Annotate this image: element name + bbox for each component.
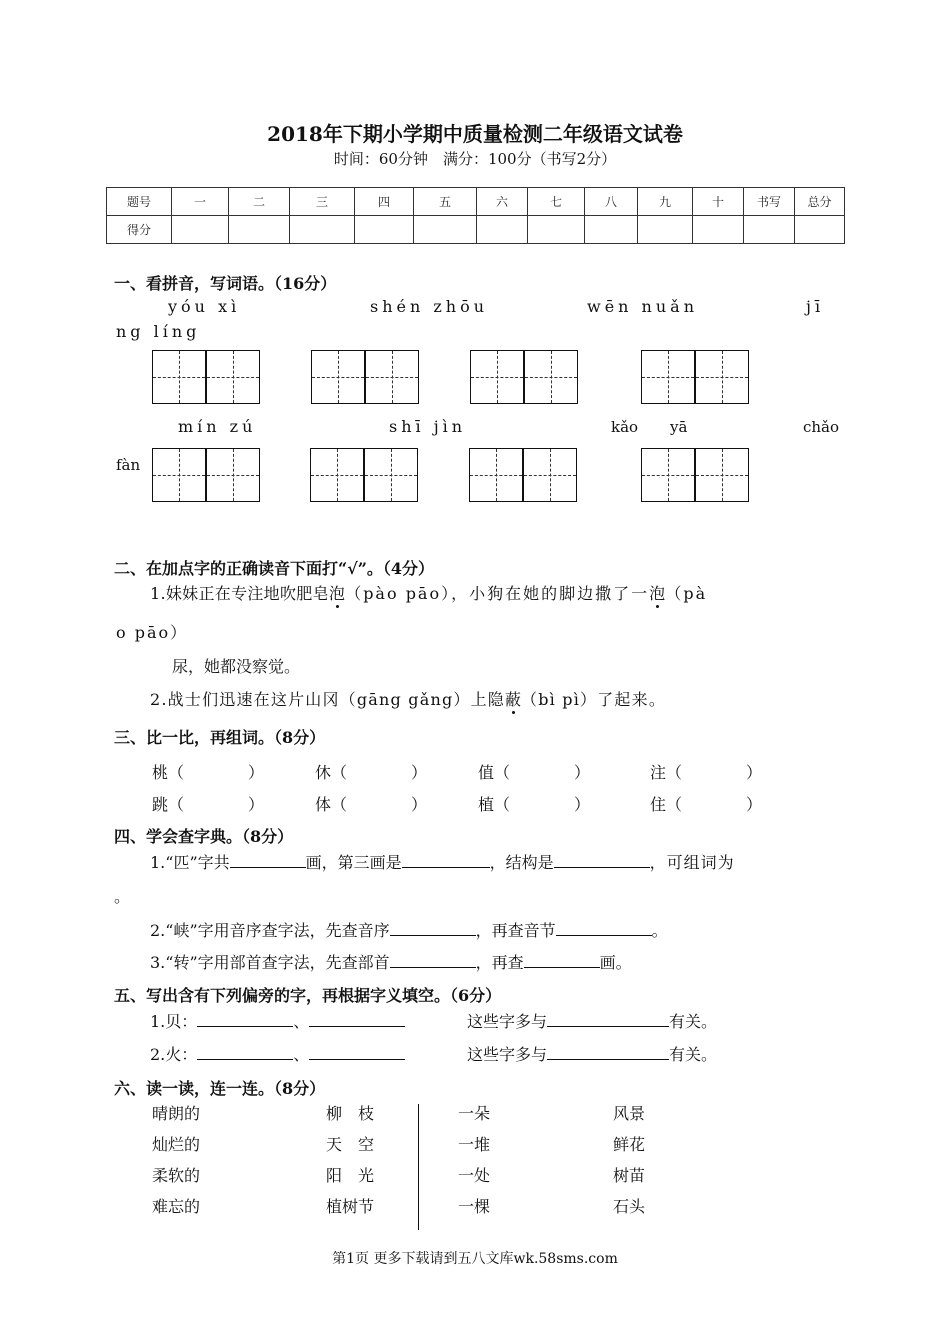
exam-info: 时间：60分钟 满分：100分（书写2分） xyxy=(333,150,617,168)
table-cell: 一 xyxy=(172,188,229,216)
writing-box[interactable] xyxy=(695,350,749,404)
text: 、 xyxy=(293,1012,310,1031)
writing-box[interactable] xyxy=(641,448,695,502)
table-cell: 书写 xyxy=(744,188,795,216)
dotted-character: 蔽 xyxy=(505,690,522,709)
writing-box[interactable] xyxy=(469,448,523,502)
match-item[interactable]: 柔软的 xyxy=(152,1166,201,1185)
score-cell[interactable] xyxy=(585,216,638,244)
question-2-1-cont: o pāo） xyxy=(116,623,189,642)
answer-blank[interactable] xyxy=(197,1043,293,1060)
text: 1.“匹”字共 xyxy=(150,853,230,872)
table-cell: 六 xyxy=(477,188,528,216)
writing-box[interactable] xyxy=(311,350,365,404)
text: （bì pì）了起来。 xyxy=(521,690,667,709)
pinyin: mín zú xyxy=(178,417,257,436)
page-title: 2018年下期小学期中质量检测二年级语文试卷 xyxy=(267,122,683,146)
text: 这些字多与 xyxy=(467,1045,548,1064)
score-cell[interactable] xyxy=(638,216,693,244)
answer-blank[interactable] xyxy=(309,1043,405,1060)
text: （pào pāo），小狗在她的脚边撒了一 xyxy=(345,584,650,603)
section-3-title: 三、比一比，再组词。（8分） xyxy=(114,728,326,747)
text: （pà xyxy=(665,584,708,603)
match-item[interactable]: 灿烂的 xyxy=(152,1135,201,1154)
table-cell: 题号 xyxy=(107,188,172,216)
match-item[interactable]: 晴朗的 xyxy=(152,1104,201,1123)
match-item[interactable]: 风景 xyxy=(613,1104,646,1123)
section-6-title: 六、读一读，连一连。（8分） xyxy=(114,1079,326,1098)
match-item[interactable]: 一棵 xyxy=(458,1197,491,1216)
answer-blank[interactable] xyxy=(554,851,650,868)
writing-box[interactable] xyxy=(206,350,260,404)
score-cell[interactable] xyxy=(355,216,414,244)
page-footer: 第1页 更多下载请到五八文库wk.58sms.com xyxy=(332,1251,618,1267)
section-5-title: 五、写出含有下列偏旁的字，再根据字义填空。（6分） xyxy=(114,986,502,1005)
question-5-2 xyxy=(150,1042,405,1065)
pinyin: jī xyxy=(806,297,825,316)
table-cell: 得分 xyxy=(107,216,172,244)
question-4-1-cont: 。 xyxy=(114,887,131,906)
text: 、 xyxy=(293,1045,310,1064)
table-cell: 四 xyxy=(355,188,414,216)
question-5-1b xyxy=(467,1009,717,1032)
table-cell: 二 xyxy=(229,188,290,216)
question-4-3 xyxy=(150,950,632,973)
question-4-1 xyxy=(150,850,735,873)
question-5-2b xyxy=(467,1042,717,1065)
pinyin: shī jìn xyxy=(389,417,467,436)
table-cell: 五 xyxy=(414,188,477,216)
score-table xyxy=(106,187,845,244)
match-item[interactable]: 鲜花 xyxy=(613,1135,646,1154)
question-5-1 xyxy=(150,1009,405,1032)
word-pair: 住（ ） xyxy=(650,795,763,814)
text: 画。 xyxy=(599,953,632,972)
section-2-title: 二、在加点字的正确读音下面打“√”。（4分） xyxy=(114,559,435,578)
score-cell[interactable] xyxy=(528,216,585,244)
score-table-header-row xyxy=(107,188,845,216)
score-cell[interactable] xyxy=(172,216,229,244)
match-item[interactable]: 柳 枝 xyxy=(326,1104,375,1123)
answer-blank[interactable] xyxy=(390,919,476,936)
answer-blank[interactable] xyxy=(197,1010,293,1027)
match-item[interactable]: 一朵 xyxy=(458,1104,491,1123)
answer-blank[interactable] xyxy=(309,1010,405,1027)
word-pair: 休（ ） xyxy=(315,763,428,782)
text: 画，第三画是 xyxy=(305,853,402,872)
text: 这些字多与 xyxy=(467,1012,548,1031)
score-cell[interactable] xyxy=(414,216,477,244)
text: ，结构是 xyxy=(489,853,554,872)
text: 2.“峡”字用音序查字法，先查音序 xyxy=(150,921,390,940)
pinyin: wēn nuǎn xyxy=(587,297,699,316)
writing-box[interactable] xyxy=(310,448,364,502)
text: ，可组词为 xyxy=(649,853,735,872)
question-4-2 xyxy=(150,918,668,941)
word-pair: 体（ ） xyxy=(315,795,428,814)
text: 有关。 xyxy=(669,1045,718,1064)
match-item[interactable]: 难忘的 xyxy=(152,1197,201,1216)
text: 3.“转”字用部首查字法，先查部首 xyxy=(150,953,390,972)
question-2-1 xyxy=(150,581,707,604)
dotted-character: 泡 xyxy=(649,584,666,603)
writing-box[interactable] xyxy=(523,448,577,502)
match-item[interactable]: 一处 xyxy=(458,1166,491,1185)
writing-box[interactable] xyxy=(695,448,749,502)
score-cell[interactable] xyxy=(229,216,290,244)
score-cell[interactable] xyxy=(477,216,528,244)
dotted-character: 泡 xyxy=(328,584,346,603)
table-cell: 三 xyxy=(290,188,355,216)
text: ，再查音节 xyxy=(475,921,556,940)
text: 1.妹妹正在专注地吹肥皂 xyxy=(150,584,329,603)
score-table-score-row xyxy=(107,216,845,244)
word-pair: 值（ ） xyxy=(478,763,591,782)
answer-blank[interactable] xyxy=(556,919,652,936)
answer-blank[interactable] xyxy=(230,851,306,868)
match-item[interactable]: 石头 xyxy=(613,1197,646,1216)
writing-box[interactable] xyxy=(524,350,578,404)
answer-blank[interactable] xyxy=(547,1010,669,1027)
word-pair: 注（ ） xyxy=(650,763,763,782)
pinyin: yóu xì xyxy=(168,297,241,316)
pinyin: fàn xyxy=(116,456,141,474)
answer-blank[interactable] xyxy=(402,851,490,868)
table-cell: 十 xyxy=(693,188,744,216)
answer-blank[interactable] xyxy=(390,951,476,968)
text: 。 xyxy=(651,921,668,940)
writing-box[interactable] xyxy=(152,350,206,404)
word-pair: 跳（ ） xyxy=(152,795,265,814)
writing-box[interactable] xyxy=(365,350,419,404)
text: 2.火： xyxy=(150,1045,198,1064)
section-4-title: 四、学会查字典。（8分） xyxy=(114,827,294,846)
word-pair: 桃（ ） xyxy=(152,763,265,782)
pinyin: chǎo xyxy=(803,418,840,436)
table-cell: 八 xyxy=(585,188,638,216)
answer-blank[interactable] xyxy=(524,951,600,968)
divider xyxy=(418,1104,419,1230)
writing-box[interactable] xyxy=(152,448,206,502)
pinyin: kǎo xyxy=(611,418,639,436)
writing-box[interactable] xyxy=(206,448,260,502)
match-item[interactable]: 一堆 xyxy=(458,1135,491,1154)
pinyin: ng líng xyxy=(116,322,201,341)
match-item[interactable]: 阳 光 xyxy=(326,1166,375,1185)
text: 1.贝： xyxy=(150,1012,198,1031)
text: 有关。 xyxy=(669,1012,718,1031)
question-2-1-cont: 尿，她都没察觉。 xyxy=(172,657,301,676)
writing-box[interactable] xyxy=(364,448,418,502)
pinyin: yā xyxy=(670,418,688,436)
score-cell[interactable] xyxy=(795,216,845,244)
writing-box[interactable] xyxy=(641,350,695,404)
table-cell: 九 xyxy=(638,188,693,216)
score-cell[interactable] xyxy=(693,216,744,244)
section-1-title: 一、看拼音，写词语。（16分） xyxy=(114,274,337,293)
pinyin: shén zhōu xyxy=(370,297,489,316)
match-item[interactable]: 植树节 xyxy=(326,1197,375,1216)
question-2-2 xyxy=(150,687,666,710)
table-cell: 总分 xyxy=(795,188,845,216)
score-cell[interactable] xyxy=(744,216,795,244)
writing-box[interactable] xyxy=(470,350,524,404)
match-item[interactable]: 树苗 xyxy=(613,1166,646,1185)
score-cell[interactable] xyxy=(290,216,355,244)
word-pair: 植（ ） xyxy=(478,795,591,814)
answer-blank[interactable] xyxy=(547,1043,669,1060)
text: 2.战士们迅速在这片山冈（gāng gǎng）上隐 xyxy=(150,690,506,709)
match-item[interactable]: 天 空 xyxy=(326,1135,375,1154)
text: ，再查 xyxy=(475,953,524,972)
table-cell: 七 xyxy=(528,188,585,216)
